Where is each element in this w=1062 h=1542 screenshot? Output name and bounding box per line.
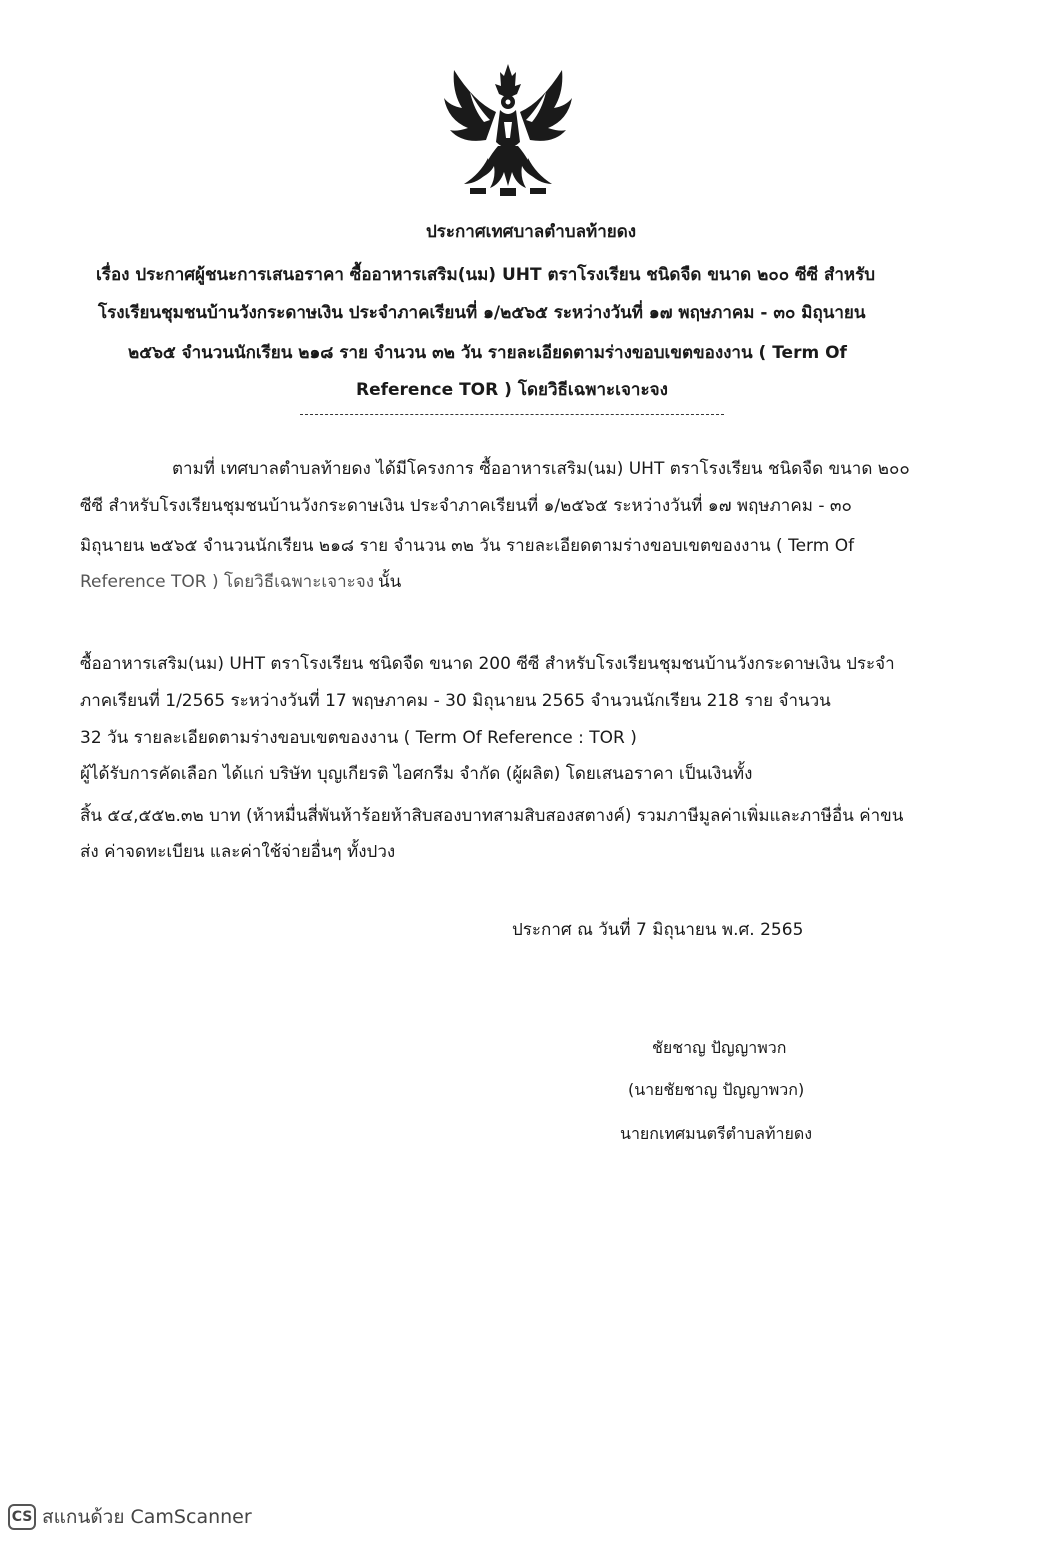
paragraph-line: ส่ง ค่าจดทะเบียน และค่าใช้จ่ายอื่นๆ ทั้งปวง: [80, 842, 396, 862]
signature: ชัยชาญ ปัญญาพวก: [652, 1038, 787, 1057]
signer-full-name: (นายชัยชาญ ปัญญาพวก): [628, 1080, 805, 1099]
camscanner-watermark: [8, 1502, 252, 1532]
announcement-title: ประกาศเทศบาลตำบลท้ายดง: [425, 222, 637, 242]
announce-date: ประกาศ ณ วันที่ 7 มิถุนายน พ.ศ. 2565: [512, 920, 804, 940]
paragraph-line: นั้น: [378, 572, 402, 592]
paragraph-line: 32 วัน รายละเอียดตามร่างขอบเขตของงาน ( Term Of Reference : TOR ): [80, 728, 637, 748]
paragraph-line: ผู้ได้รับการคัดเลือก ได้แก่ บริษัท บุญเกียรติ ไอศกรีม จำกัด (ผู้ผลิต) โดยเสนอราคา เป็นเงินทั้ง: [80, 764, 753, 784]
signer-position: นายกเทศมนตรีตำบลท้ายดง: [620, 1124, 813, 1143]
garuda-emblem-icon: [440, 62, 576, 202]
paragraph-line: สิ้น ๕๔,๕๕๒.๓๒ บาท (ห้าหมื่นสี่พันห้าร้อยห้าสิบสองบาทสามสิบสองสตางค์) รวมภาษีมูลค่าเพิ่มและภาษีอื่น ค่าขน: [80, 806, 904, 826]
paragraph-line: ตามที่ เทศบาลตำบลท้ายดง ได้มีโครงการ ซื้ออาหารเสริม(นม) UHT ตราโรงเรียน ชนิดจืด ขนาด ๒๐๐: [172, 459, 910, 479]
subject-line: Reference TOR ) โดยวิธีเฉพาะเจาะจง: [356, 380, 668, 400]
divider: [300, 414, 724, 415]
watermark-text: สแกนด้วย CamScanner: [42, 1506, 252, 1528]
paragraph-line: ภาคเรียนที่ 1/2565 ระหว่างวันที่ 17 พฤษภาคม - 30 มิถุนายน 2565 จำนวนนักเรียน 218 ราย จำนวน: [80, 691, 831, 711]
paragraph-line: ซื้ออาหารเสริม(นม) UHT ตราโรงเรียน ชนิดจืด ขนาด 200 ซีซี สำหรับโรงเรียนชุมชนบ้านวังกระดาษเงิน ประจำ: [80, 654, 895, 674]
camscanner-logo-icon: CS: [8, 1504, 36, 1530]
paragraph-line: ซีซี สำหรับโรงเรียนชุมชนบ้านวังกระดาษเงิน ประจำภาคเรียนที่ ๑/๒๕๖๕ ระหว่างวันที่ ๑๗ พฤษภาคม - ๓๐: [80, 496, 852, 516]
subject-line: โรงเรียนชุมชนบ้านวังกระดาษเงิน ประจำภาคเรียนที่ ๑/๒๕๖๕ ระหว่างวันที่ ๑๗ พฤษภาคม - ๓๐ มิถุนายน: [98, 303, 866, 323]
paragraph-line: Reference TOR ) โดยวิธีเฉพาะเจาะจง: [80, 572, 375, 592]
paragraph-line: มิถุนายน ๒๕๖๕ จำนวนนักเรียน ๒๑๘ ราย จำนวน ๓๒ วัน รายละเอียดตามร่างขอบเขตของงาน ( Term Of: [80, 536, 855, 556]
subject-line: ๒๕๖๕ จำนวนนักเรียน ๒๑๘ ราย จำนวน ๓๒ วัน รายละเอียดตามร่างขอบเขตของงาน ( Term Of: [128, 343, 847, 363]
subject-line: เรื่อง ประกาศผู้ชนะการเสนอราคา ซื้ออาหารเสริม(นม) UHT ตราโรงเรียน ชนิดจืด ขนาด ๒๐๐ ซีซี สำหรับ: [96, 265, 876, 285]
